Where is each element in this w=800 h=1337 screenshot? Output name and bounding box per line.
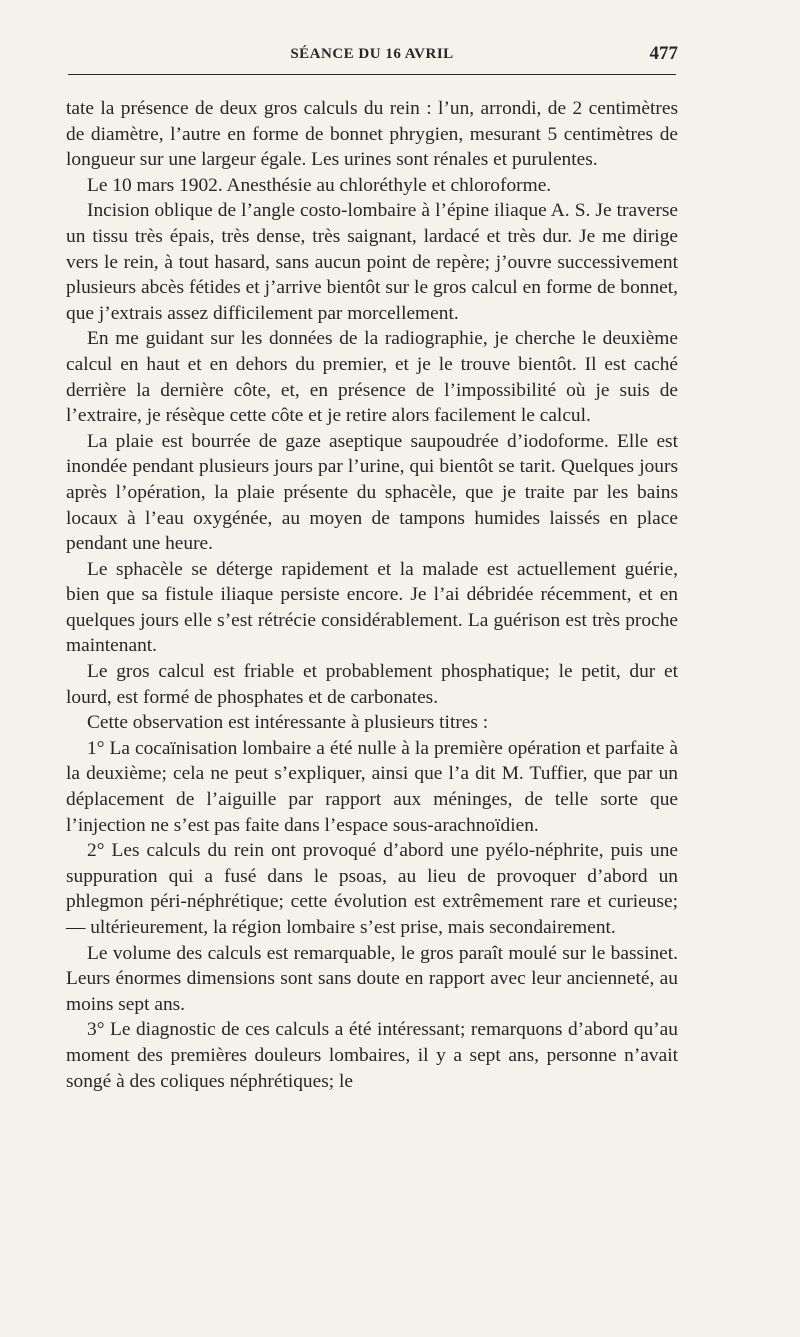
paragraph-continuation: tate la présence de deux gros calculs du rein : l’un, arrondi, de 2 centimètres de diamètre, l’autre en forme de bonnet phrygien, mesurant 5 centimètres de longueur sur une largeur égale. Les urines sont rénales et purulentes. — [66, 98, 678, 171]
header-rule — [68, 74, 676, 75]
paragraph-incision: Incision oblique de l’angle costo-lombaire à l’épine iliaque A. S. Je traverse un tissu très épais, très dense, très saignant, lardacé et très dur. Je me dirige vers le rein, à tout hasard, sans aucun point de repère; j’ouvre successivement plusieurs abcès fétides et j’arrive bientôt sur le gros calcul en forme de bonnet, que j’extrais assez difficilement par morcellement. — [66, 200, 678, 324]
paragraph-volume: Le volume des calculs est remarquable, le gros paraît moulé sur le bassinet. Leurs énormes dimensions sont sans doute en rapport avec leur ancienneté, au moins sept ans. — [66, 942, 678, 1015]
paragraph-point-1: 1° La cocaïnisation lombaire a été nulle à la première opération et parfaite à la deuxième; cela ne peut s’expliquer, ainsi que l’a dit M. Tuffier, que par un déplacement de l’aiguille par rapport aux méninges, de telle sorte que l’injection ne s’est pas faite dans l’espace sous-arachnoïdien. — [66, 737, 678, 836]
paragraph-composition: Le gros calcul est friable et probablement phosphatique; le petit, dur et lourd, est formé de phosphates et de carbonates. — [66, 661, 678, 708]
page-number: 477 — [649, 43, 678, 64]
body-text — [66, 96, 678, 1094]
paragraph-interest: Cette observation est intéressante à plusieurs titres : — [87, 712, 489, 734]
paragraph-healing: Le sphacèle se déterge rapidement et la malade est actuellement guérie, bien que sa fistule iliaque persiste encore. Je l’ai débridée récemment, et en quelques jours elle s’est rétrécie considérablement. La guérison est très proche maintenant. — [66, 558, 678, 657]
paragraph-second-calculus: En me guidant sur les données de la radiographie, je cherche le deuxième calcul en haut et en dehors du premier, et je le trouve bientôt. Il est caché derrière la dernière côte, et, en présence de l’impossibilité où je suis de l’extraire, je résèque cette côte et je retire alors facilement le calcul. — [66, 328, 678, 427]
paragraph-anesthesia: Le 10 mars 1902. Anesthésie au chloréthyle et chloroforme. — [87, 174, 552, 196]
running-title: SÉANCE DU 16 AVRIL — [290, 46, 454, 62]
paragraph-point-2: 2° Les calculs du rein ont provoqué d’abord une pyélo-néphrite, puis une suppuration qui a fusé dans le psoas, au lieu de provoquer d’abord un phlegmon péri-néphrétique; cette évolution est extrêmement rare et curieuse; — ultérieurement, la région lombaire s’est prise, mais secondairement. — [66, 840, 678, 938]
paragraph-wound: La plaie est bourrée de gaze aseptique saupoudrée d’iodoforme. Elle est inondée pendant plusieurs jours par l’urine, qui bientôt se tarit. Quelques jours après l’opération, la plaie présente du sphacèle, que je traite par les bains locaux à l’eau oxygénée, au moyen de tampons humides laissés en place pendant une heure. — [66, 430, 678, 555]
paragraph-point-3: 3° Le diagnostic de ces calculs a été intéressant; remarquons d’abord qu’au moment des premières douleurs lombaires, il y a sept ans, personne n’avait songé à des coliques néphrétiques; le — [66, 1019, 678, 1092]
running-head — [66, 40, 678, 70]
